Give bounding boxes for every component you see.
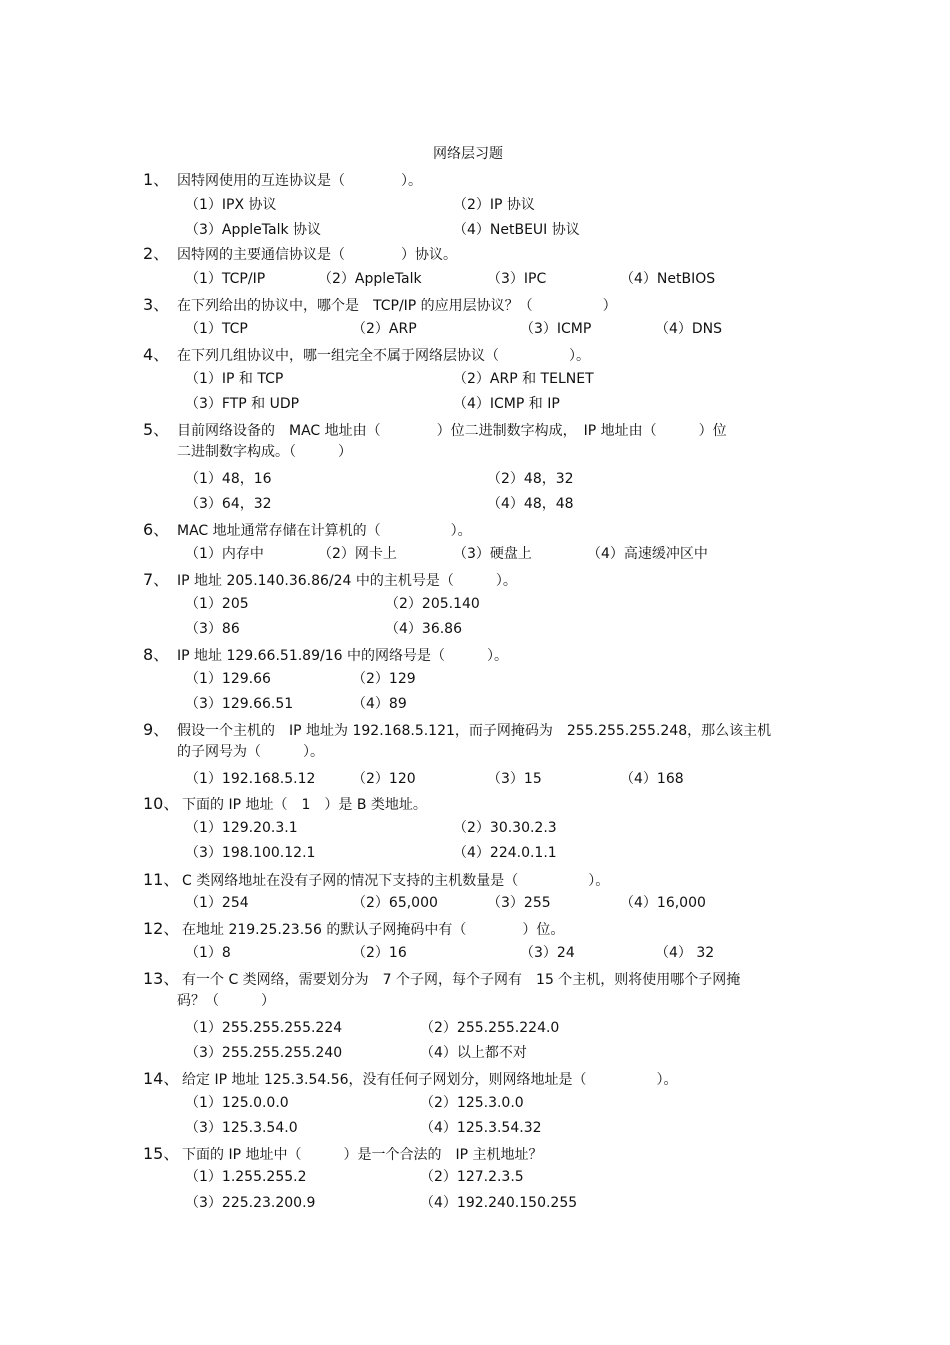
question-text: IP 地址 129.66.51.89/16 中的网络号是（ ）。 xyxy=(177,648,508,664)
answer-option: （3）硬盘上 xyxy=(453,546,532,562)
answer-option: （4）NetBEUI 协议 xyxy=(453,222,580,238)
question-text: IP 地址 205.140.36.86/24 中的主机号是（ ）。 xyxy=(177,573,517,589)
answer-option: （2）ARP 和 TELNET xyxy=(453,371,594,387)
question-text: 二进制数字构成。（ ） xyxy=(177,444,352,460)
question-text: 因特网的主要通信协议是（ ）协议。 xyxy=(177,247,457,263)
answer-option: （4）192.240.150.255 xyxy=(420,1195,578,1211)
answer-option: （3）255.255.255.240 xyxy=(185,1045,343,1061)
answer-option: （2）48，32 xyxy=(487,471,574,487)
answer-option: （2）AppleTalk xyxy=(318,271,422,287)
answer-option: （1）1.255.255.2 xyxy=(185,1169,307,1185)
answer-option: （2）65,000 xyxy=(352,895,438,911)
answer-option: （4）NetBIOS xyxy=(620,271,716,287)
answer-option: （1）125.0.0.0 xyxy=(185,1095,289,1111)
question-number: 7、 xyxy=(143,570,170,589)
answer-option: （3）255 xyxy=(487,895,551,911)
answer-option: （3）86 xyxy=(185,621,240,637)
answer-option: （2）30.30.2.3 xyxy=(453,820,557,836)
question-text: 有一个 C 类网络，需要划分为 7 个子网，每个子网有 15 个主机，则将使用哪个子网掩 xyxy=(182,972,741,988)
answer-option: （3）64，32 xyxy=(185,496,272,512)
answer-option: （4）168 xyxy=(620,771,684,787)
answer-option: （3）IPC xyxy=(487,271,547,287)
question-text: 在下列几组协议中，哪一组完全不属于网络层协议（ ）。 xyxy=(177,348,590,364)
answer-option: （1）192.168.5.12 xyxy=(185,771,316,787)
question-number: 10、 xyxy=(143,794,180,813)
answer-option: （2）125.3.0.0 xyxy=(420,1095,524,1111)
question-text: 假设一个主机的 IP 地址为 192.168.5.121，而子网掩码为 255.255.255.248，那么该主机 xyxy=(177,723,772,739)
answer-option: （4）224.0.1.1 xyxy=(453,845,557,861)
answer-option: （1）254 xyxy=(185,895,249,911)
answer-option: （2）16 xyxy=(352,945,407,961)
answer-option: （1）IPX 协议 xyxy=(185,197,277,213)
question-number: 9、 xyxy=(143,720,170,739)
question-text: 因特网使用的互连协议是（ ）。 xyxy=(177,173,422,189)
question-number: 13、 xyxy=(143,969,180,988)
question-text: 下面的 IP 地址（ 1 ）是 B 类地址。 xyxy=(182,797,427,813)
question-number: 8、 xyxy=(143,645,170,664)
question-text: 在地址 219.25.23.56 的默认子网掩码中有（ ）位。 xyxy=(182,922,565,938)
answer-option: （1）48，16 xyxy=(185,471,272,487)
question-number: 11、 xyxy=(143,870,180,889)
answer-option: （1）TCP xyxy=(185,321,248,337)
answer-option: （4）高速缓冲区中 xyxy=(587,546,708,562)
question-number: 15、 xyxy=(143,1144,180,1163)
question-number: 6、 xyxy=(143,520,170,539)
answer-option: （3）15 xyxy=(487,771,542,787)
answer-option: （1）内存中 xyxy=(185,546,264,562)
answer-option: （4）36.86 xyxy=(385,621,462,637)
answer-option: （2）ARP xyxy=(352,321,417,337)
answer-option: （4）DNS xyxy=(655,321,723,337)
answer-option: （1）205 xyxy=(185,596,249,612)
answer-option: （4）16,000 xyxy=(620,895,706,911)
answer-option: （4）48，48 xyxy=(487,496,574,512)
question-text: 下面的 IP 地址中（ ）是一个合法的 IP 主机地址？ xyxy=(182,1147,543,1163)
question-number: 5、 xyxy=(143,420,170,439)
question-text: MAC 地址通常存储在计算机的（ ）。 xyxy=(177,523,472,539)
answer-option: （2）120 xyxy=(352,771,416,787)
answer-option: （4） 32 xyxy=(655,945,715,961)
answer-option: （1）TCP/IP xyxy=(185,271,266,287)
question-text: 目前网络设备的 MAC 地址由（ ）位二进制数字构成， IP 地址由（ ）位 xyxy=(177,423,727,439)
page-title: 网络层习题 xyxy=(433,146,503,162)
answer-option: （3）24 xyxy=(520,945,575,961)
answer-option: （3）FTP 和 UDP xyxy=(185,396,300,412)
answer-option: （4）125.3.54.32 xyxy=(420,1120,542,1136)
answer-option: （4）以上都不对 xyxy=(420,1045,527,1061)
answer-option: （1）129.66 xyxy=(185,671,271,687)
answer-option: （3）198.100.12.1 xyxy=(185,845,316,861)
question-text: 给定 IP 地址 125.3.54.56，没有任何子网划分，则网络地址是（ ）。 xyxy=(182,1072,678,1088)
question-number: 2、 xyxy=(143,244,170,263)
answer-option: （3）125.3.54.0 xyxy=(185,1120,298,1136)
answer-option: （1）255.255.255.224 xyxy=(185,1020,343,1036)
question-text: 的子网号为（ ）。 xyxy=(177,744,324,760)
question-number: 1、 xyxy=(143,170,170,189)
answer-option: （2）网卡上 xyxy=(318,546,397,562)
answer-option: （2）255.255.224.0 xyxy=(420,1020,560,1036)
answer-option: （2）205.140 xyxy=(385,596,480,612)
answer-option: （2）129 xyxy=(352,671,416,687)
answer-option: （1）IP 和 TCP xyxy=(185,371,284,387)
answer-option: （3）ICMP xyxy=(520,321,592,337)
answer-option: （4）ICMP 和 IP xyxy=(453,396,560,412)
question-number: 12、 xyxy=(143,919,180,938)
answer-option: （1）129.20.3.1 xyxy=(185,820,298,836)
answer-option: （3）225.23.200.9 xyxy=(185,1195,316,1211)
answer-option: （3）AppleTalk 协议 xyxy=(185,222,322,238)
question-number: 14、 xyxy=(143,1069,180,1088)
answer-option: （2）127.2.3.5 xyxy=(420,1169,524,1185)
answer-option: （4）89 xyxy=(352,696,407,712)
question-text: 码？（ ） xyxy=(177,993,275,1009)
answer-option: （2）IP 协议 xyxy=(453,197,535,213)
question-number: 3、 xyxy=(143,295,170,314)
question-text: C 类网络地址在没有子网的情况下支持的主机数量是（ ）。 xyxy=(182,873,610,889)
answer-option: （1）8 xyxy=(185,945,231,961)
answer-option: （3）129.66.51 xyxy=(185,696,294,712)
question-text: 在下列给出的协议中，哪个是 TCP/IP 的应用层协议？（ ） xyxy=(177,298,617,314)
question-number: 4、 xyxy=(143,345,170,364)
